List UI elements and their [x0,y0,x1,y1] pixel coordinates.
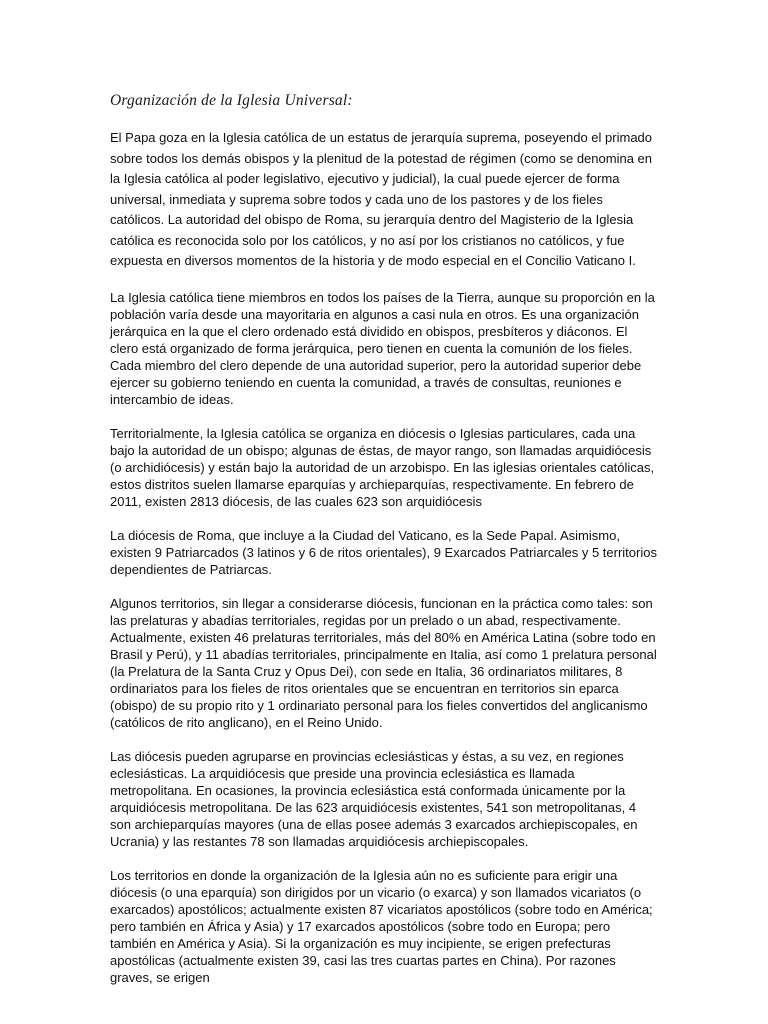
paragraph-provincias: Las diócesis pueden agruparse en provincias eclesiásticas y éstas, a su vez, en regiones eclesiásticas. La arquidiócesis que preside una provincia eclesiástica es llamada metropolitana. En ocasiones, la provincia eclesiástica está conformada únicamente por la arquidiócesis metropolitana. De las 623 arquidiócesis existentes, 541 son metropolitanas, 4 son archieparquías mayores (una de ellas posee además 3 exarcados archiepiscopales, en Ucrania) y las restantes 78 son llamadas arquidiócesis archiepiscopales. [110,748,638,849]
paragraph-papa: El Papa goza en la Iglesia católica de un estatus de jerarquía suprema, poseyendo el primado sobre todos los demás obispos y la plenitud de la potestad de régimen (como se denomina en la Iglesia católica al poder legislativo, ejecutivo y judicial), la cual puede ejercer de forma universal, inmediata y suprema sobre todos y cada uno de los pastores y de los fieles católicos. La autoridad del obispo de Roma, su jerarquía dentro del Magisterio de la Iglesia católica es reconocida solo por los católicos, y no así por los cristianos no católicos, y fue expuesta en diversos momentos de la historia y de modo especial en el Concilio Vaticano I. [110,130,653,268]
paragraph-vicariatos: Los territorios en donde la organización de la Iglesia aún no es suficiente para erigir una diócesis (o una eparquía) son dirigidos por un vicario (o exarca) y son llamados vicariatos (o exarcados) apostólicos; actualmente existen 87 vicariatos apostólicos (sobre todo en América; pero también en África y Asia) y 17 exarcados apostólicos (sobre todo en Europa; pero también en América y Asia). Si la organización es muy incipiente, se erigen prefecturas apostólicas (actualmente existen 39, casi las tres cuartas partes en China). Por razones graves, se erigen [110,867,653,985]
paragraph-roma: La diócesis de Roma, que incluye a la Ciudad del Vaticano, es la Sede Papal. Asimismo, existen 9 Patriarcados (3 latinos y 6 de ritos orientales), 9 Exarcados Patriarcales y 5 territorios dependientes de Patriarcas. [110,527,657,577]
document-title: Organización de la Iglesia Universal: [110,92,353,109]
paragraph-miembros: La Iglesia católica tiene miembros en todos los países de la Tierra, aunque su proporción en la población varía desde una mayoritaria en algunos a casi nula en otros. Es una organización jerárquica en la que el clero ordenado está dividido en obispos, presbíteros y diáconos. El clero está organizado de forma jerárquica, pero tienen en cuenta la comunión de los fieles. Cada miembro del clero depende de una autoridad superior, pero la autoridad superior debe ejercer su gobierno teniendo en cuenta la comunidad, a través de consultas, reuniones e intercambio de ideas. [110,289,655,407]
paragraph-territorial: Territorialmente, la Iglesia católica se organiza en diócesis o Iglesias particulares, cada una bajo la autoridad de un obispo; algunas de éstas, de mayor rango, son llamadas arquidiócesis (o archidiócesis) y están bajo la autoridad de un arzobispo. En las iglesias orientales católicas, estos distritos suelen llamarse eparquías y archieparquías, respectivamente. En febrero de 2011, existen 2813 diócesis, de las cuales 623 son arquidiócesis [110,425,655,509]
document-page [110,92,658,1003]
paragraph-prelaturas: Algunos territorios, sin llegar a considerarse diócesis, funcionan en la práctica como tales: son las prelaturas y abadías territoriales, regidas por un prelado o un abad, respectivamente. Actualmente, existen 46 prelaturas territoriales, más del 80% en América Latina (sobre todo en Brasil y Perú), y 11 abadías territoriales, principalmente en Italia, así como 1 prelatura personal (la Prelatura de la Santa Cruz y Opus Dei), con sede en Italia, 36 ordinariatos militares, 8 ordinariatos para los fieles de ritos orientales que se encuentran en territorios sin eparca (obispo) de su propio rito y 1 ordinariato personal para los fieles convertidos del anglicanismo (católicos de rito anglicano), en el Reino Unido. [110,595,657,730]
